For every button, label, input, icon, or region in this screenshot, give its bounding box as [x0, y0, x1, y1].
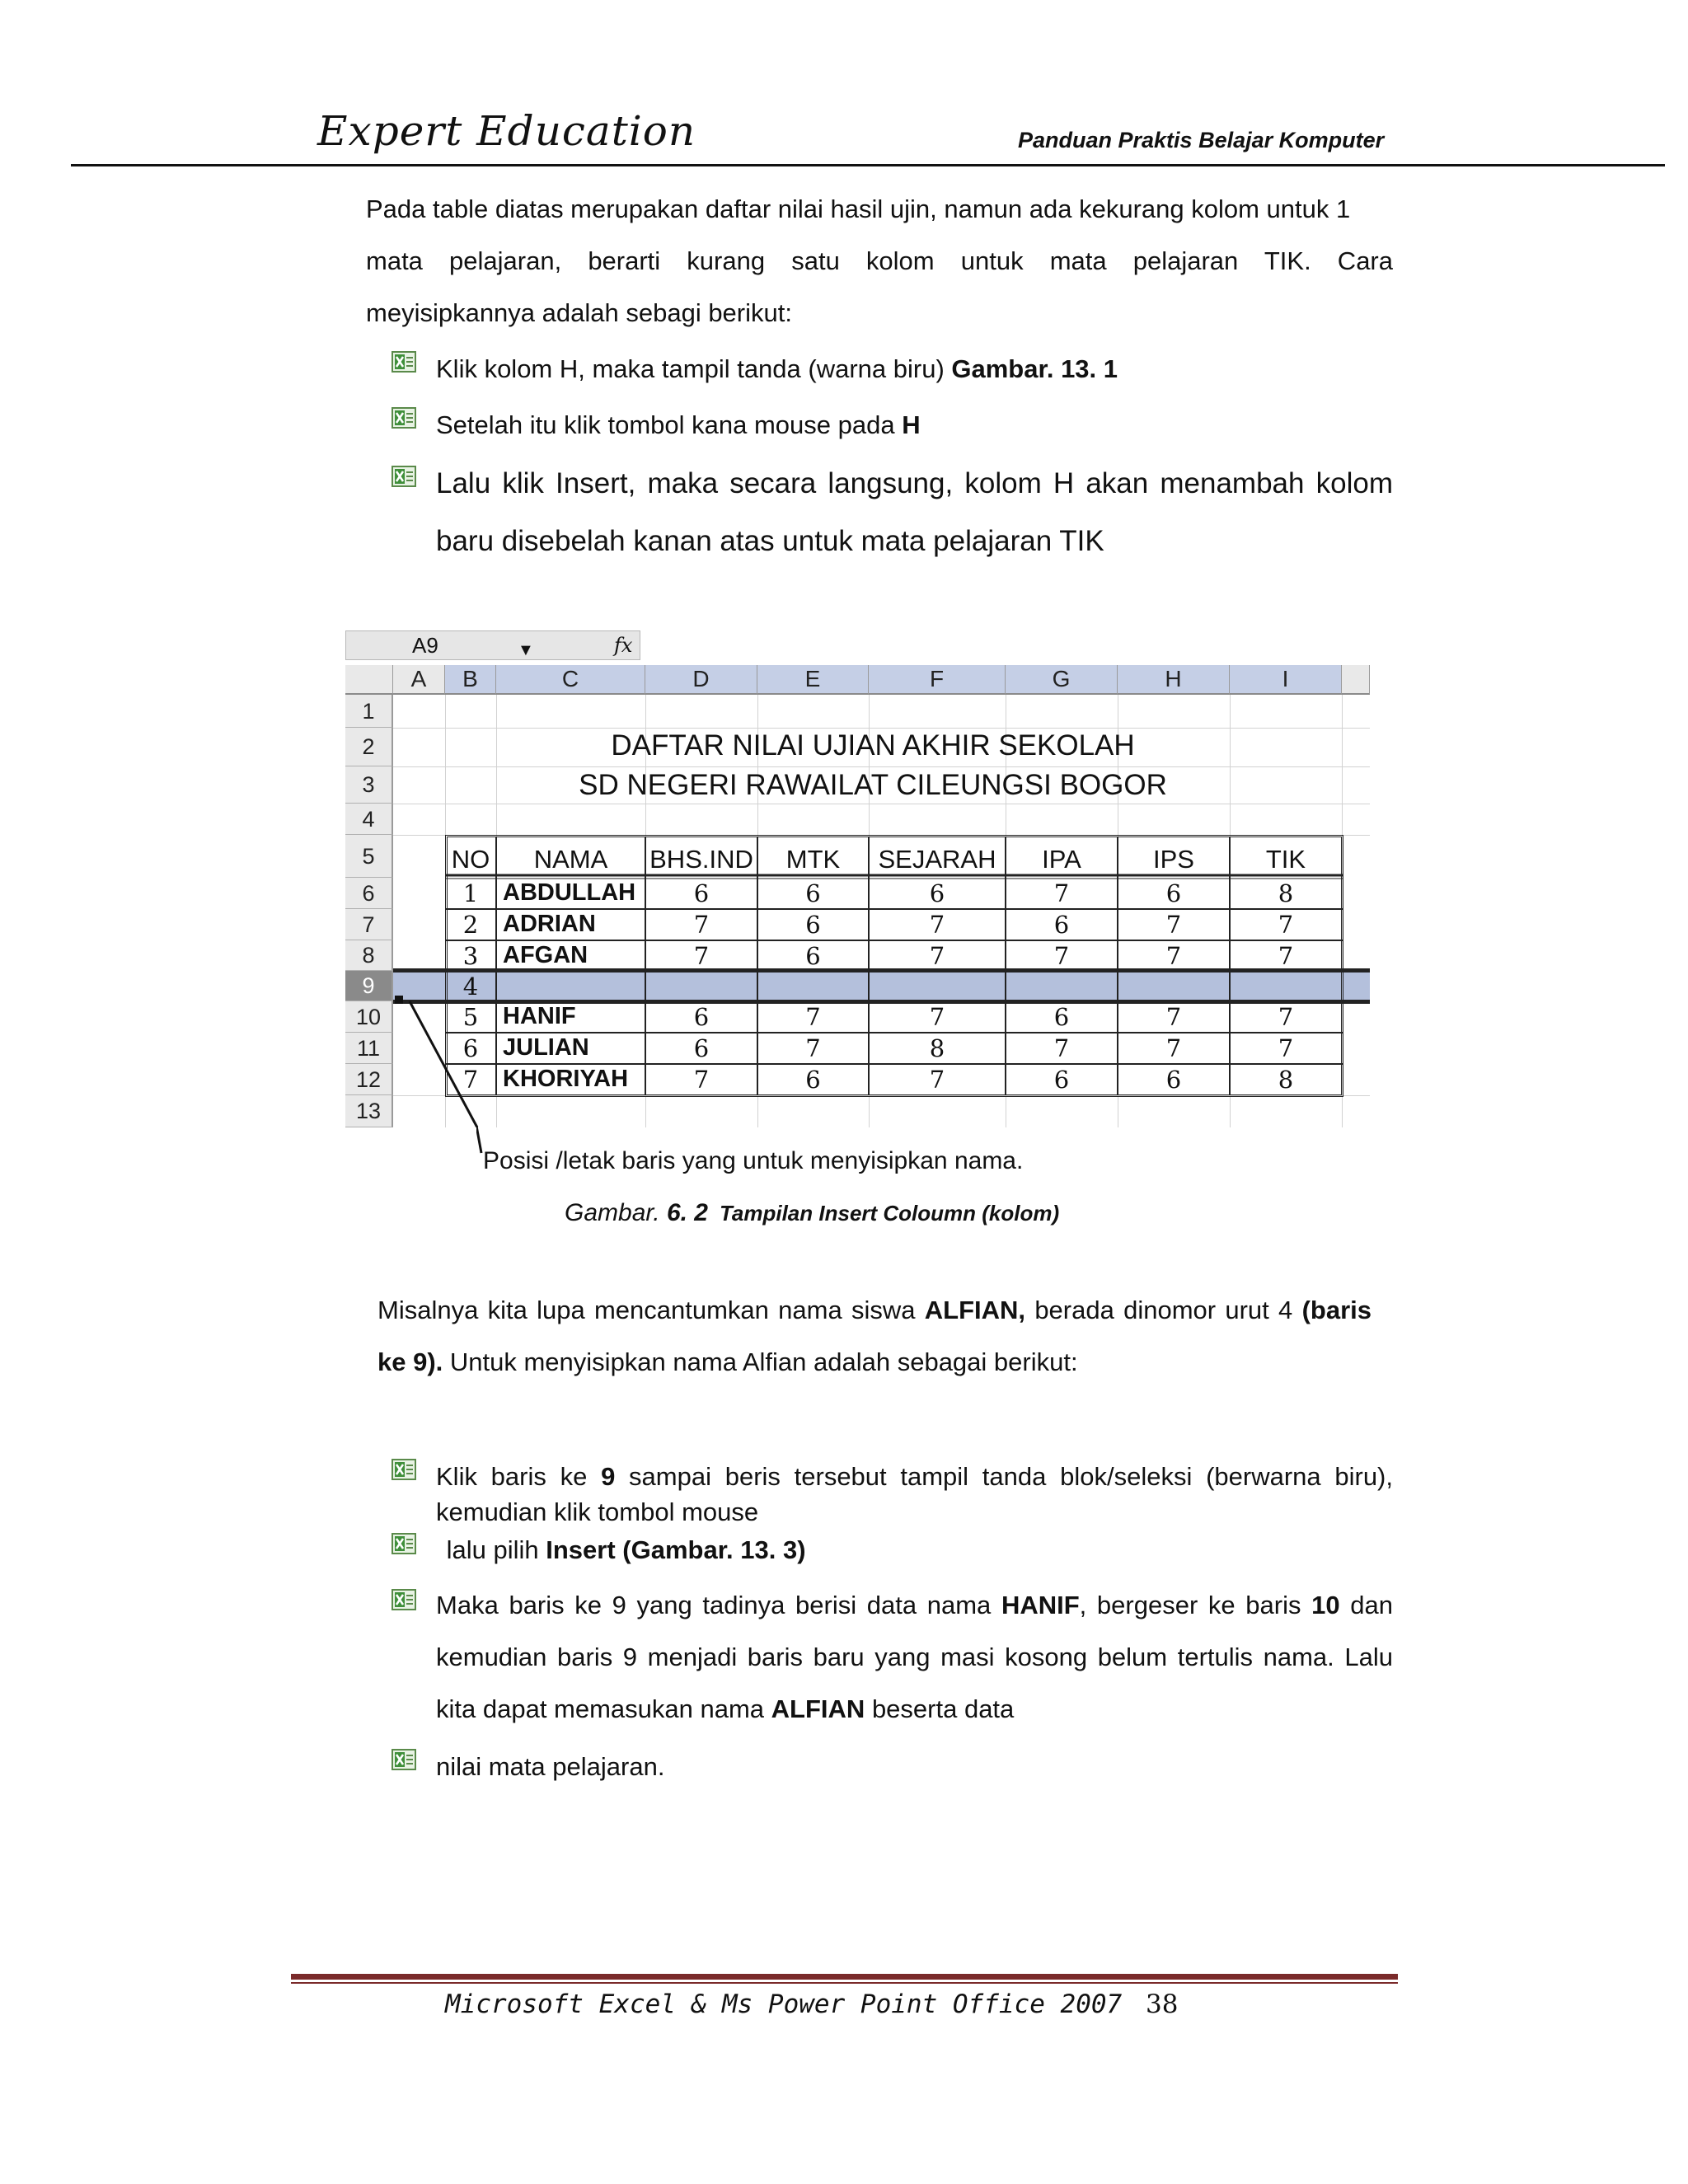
bullet-1-2: Setelah itu klik tombol kana mouse pada H: [436, 410, 921, 439]
student-name-cell[interactable]: KHORIYAH: [503, 1066, 629, 1092]
column-header-d[interactable]: D: [645, 665, 757, 695]
grade-cell[interactable]: 6: [693, 879, 710, 907]
excel-bullet-icon: [392, 1589, 416, 1610]
bullet-2-1-line-2: kemudian klik tombol mouse: [436, 1497, 759, 1526]
footer-divider-thin: [291, 1982, 1398, 1984]
grade-cell[interactable]: 7: [805, 1034, 821, 1062]
bullet-2-3-line-1: Maka baris ke 9 yang tadinya berisi data nama HANIF, bergeser ke baris 10 dan: [436, 1591, 1393, 1619]
grade-cell[interactable]: 7: [929, 1003, 945, 1031]
grade-cell[interactable]: 6: [693, 1003, 710, 1031]
column-header-g[interactable]: G: [1006, 665, 1118, 695]
grade-cell[interactable]: 6: [1165, 879, 1182, 907]
grade-cell[interactable]: 1: [462, 879, 479, 907]
annotation-note: Posisi /letak baris yang untuk menyisipkan nama.: [483, 1147, 1024, 1174]
grade-cell[interactable]: 7: [929, 1066, 945, 1094]
th-nama: NAMA: [533, 845, 608, 874]
bullet-2-2: lalu pilih Insert (Gambar. 13. 3): [439, 1535, 806, 1564]
column-header-e[interactable]: E: [757, 665, 869, 695]
grade-cell[interactable]: 7: [1278, 1003, 1294, 1031]
grade-cell[interactable]: 6: [462, 1034, 479, 1062]
grade-cell[interactable]: 7: [1053, 1034, 1070, 1062]
grade-cell[interactable]: 5: [462, 1003, 479, 1031]
excel-bullet-icon: [392, 1749, 416, 1770]
grade-cell[interactable]: 7: [1053, 879, 1070, 907]
grade-cell[interactable]: 6: [805, 879, 821, 907]
bullet-2-3-line-3: kita dapat memasukan nama ALFIAN beserta data: [436, 1694, 1015, 1723]
grade-cell[interactable]: 7: [1165, 911, 1182, 939]
excel-bullet-icon: [392, 351, 416, 373]
bullet-2-1-line-1: Klik baris ke 9 sampai beris tersebut tampil tanda blok/seleksi (berwarna biru),: [436, 1462, 1393, 1491]
grade-cell[interactable]: 7: [1165, 1034, 1182, 1062]
brand-title: Expert Education: [317, 107, 696, 155]
grade-cell[interactable]: 7: [929, 911, 945, 939]
grade-cell[interactable]: 8: [1278, 1066, 1294, 1094]
intro-line-2: mata pelajaran, berarti kurang satu kolom untuk mata pelajaran TIK. Cara: [366, 246, 1393, 275]
grade-cell[interactable]: 7: [462, 1066, 479, 1094]
grade-cell[interactable]: 6: [805, 1066, 821, 1094]
th-sejarah: SEJARAH: [878, 845, 996, 874]
para2-line-1: Misalnya kita lupa mencantumkan nama siswa ALFIAN, berada dinomor urut 4 (baris: [377, 1296, 1372, 1324]
row-header-12[interactable]: 12: [345, 1064, 393, 1095]
excel-screenshot: [345, 629, 1370, 1127]
row-header-5[interactable]: 5: [345, 835, 393, 878]
name-box-value: A9: [412, 633, 438, 658]
row-header-7[interactable]: 7: [345, 909, 393, 940]
th-bhs-ind: BHS.IND: [649, 845, 753, 874]
grade-cell[interactable]: 7: [1278, 1034, 1294, 1062]
row-header-3[interactable]: 3: [345, 766, 393, 804]
footer-text: Microsoft Excel & Ms Power Point Office 2007: [445, 1990, 1123, 2019]
row-header-13[interactable]: 13: [345, 1095, 393, 1127]
bullet-1-1: Klik kolom H, maka tampil tanda (warna biru) Gambar. 13. 1: [436, 354, 1118, 383]
grade-cell[interactable]: 6: [693, 1034, 710, 1062]
th-ipa: IPA: [1042, 845, 1081, 874]
student-name-cell[interactable]: ABDULLAH: [503, 879, 636, 906]
excel-bullet-icon: [392, 1459, 416, 1480]
grade-cell[interactable]: 7: [805, 1003, 821, 1031]
grade-cell[interactable]: 7: [1165, 1003, 1182, 1031]
column-header-a[interactable]: A: [393, 665, 445, 695]
header-subtitle: Panduan Praktis Belajar Komputer: [1018, 128, 1385, 152]
row-header-1[interactable]: 1: [345, 695, 393, 728]
student-name-cell[interactable]: JULIAN: [503, 1034, 589, 1061]
sheet-title-2: SD NEGERI RAWAILAT CILEUNGSI BOGOR: [579, 769, 1167, 801]
intro-line-3: meyisipkannya adalah sebagi berikut:: [366, 298, 792, 327]
grade-cell[interactable]: 6: [929, 879, 945, 907]
sheet-title-1: DAFTAR NILAI UJIAN AKHIR SEKOLAH: [611, 729, 1135, 762]
grade-cell[interactable]: 6: [1053, 1066, 1070, 1094]
excel-bullet-icon: [392, 407, 416, 429]
intro-line-1: Pada table diatas merupakan daftar nilai hasil ujin, namun ada kekurang kolom untuk 1: [366, 194, 1351, 223]
dropdown-arrow-icon[interactable]: ▼: [518, 641, 534, 659]
para2-line-2: ke 9). Untuk menyisipkan nama Alfian adalah sebagai berikut:: [377, 1347, 1078, 1376]
th-tik: TIK: [1265, 845, 1306, 874]
grade-cell[interactable]: 7: [693, 911, 710, 939]
grade-cell[interactable]: 6: [805, 942, 821, 970]
grade-cell[interactable]: 7: [929, 942, 945, 970]
grade-cell[interactable]: 6: [805, 911, 821, 939]
row-header-10[interactable]: 10: [345, 1001, 393, 1033]
column-header-h[interactable]: H: [1118, 665, 1230, 695]
grade-cell[interactable]: 7: [1165, 942, 1182, 970]
column-header-c[interactable]: C: [496, 665, 645, 695]
page-number: 38: [1146, 1990, 1179, 2019]
grade-cell[interactable]: 7: [1278, 942, 1294, 970]
grade-cell[interactable]: 7: [693, 1066, 710, 1094]
row-header-4[interactable]: 4: [345, 804, 393, 835]
column-header-f[interactable]: F: [869, 665, 1006, 695]
th-ips: IPS: [1153, 845, 1194, 874]
excel-bullet-icon: [392, 466, 416, 487]
excel-bullet-icon: [392, 1533, 416, 1554]
grade-cell[interactable]: 4: [462, 972, 479, 1001]
column-header-b[interactable]: B: [445, 665, 496, 695]
student-name-cell[interactable]: ADRIAN: [503, 911, 596, 937]
row-header-6[interactable]: 6: [345, 878, 393, 909]
student-name-cell[interactable]: HANIF: [503, 1003, 576, 1029]
bullet-1-3-line-1: Lalu klik Insert, maka secara langsung, kolom H akan menambah kolom: [436, 467, 1393, 499]
bullet-2-4: nilai mata pelajaran.: [436, 1752, 665, 1781]
grade-cell[interactable]: 6: [1053, 1003, 1070, 1031]
row-header-9[interactable]: 9: [345, 971, 393, 1001]
grade-cell[interactable]: 7: [1278, 911, 1294, 939]
student-name-cell[interactable]: AFGAN: [503, 942, 588, 968]
row-header-11[interactable]: 11: [345, 1033, 393, 1064]
grade-cell[interactable]: 8: [1278, 879, 1294, 907]
function-icon[interactable]: fx: [614, 634, 633, 657]
grade-cell[interactable]: 6: [1053, 911, 1070, 939]
row-header-8[interactable]: 8: [345, 940, 393, 971]
th-mtk: MTK: [785, 845, 841, 874]
column-header-i[interactable]: I: [1230, 665, 1342, 695]
grade-cell[interactable]: 2: [462, 911, 479, 939]
grade-cell[interactable]: 8: [929, 1034, 945, 1062]
grade-cell[interactable]: 7: [1053, 942, 1070, 970]
header-divider: [71, 164, 1665, 166]
grade-cell[interactable]: 7: [693, 942, 710, 970]
row-header-2[interactable]: 2: [345, 728, 393, 766]
pointer-line: [345, 629, 1370, 1127]
th-no: NO: [451, 845, 490, 874]
bullet-2-3-line-2: kemudian baris 9 menjadi baris baru yang masi kosong belum tertulis nama. Lalu: [436, 1643, 1393, 1671]
figure-caption: Gambar. 6. 2 Tampilan Insert Coloumn (kolom): [565, 1199, 1060, 1226]
bullet-1-3-line-2: baru disebelah kanan atas untuk mata pelajaran TIK: [436, 525, 1104, 557]
grade-cell[interactable]: 6: [1165, 1066, 1182, 1094]
grade-cell[interactable]: 3: [462, 942, 479, 970]
footer-divider: [291, 1974, 1398, 1980]
